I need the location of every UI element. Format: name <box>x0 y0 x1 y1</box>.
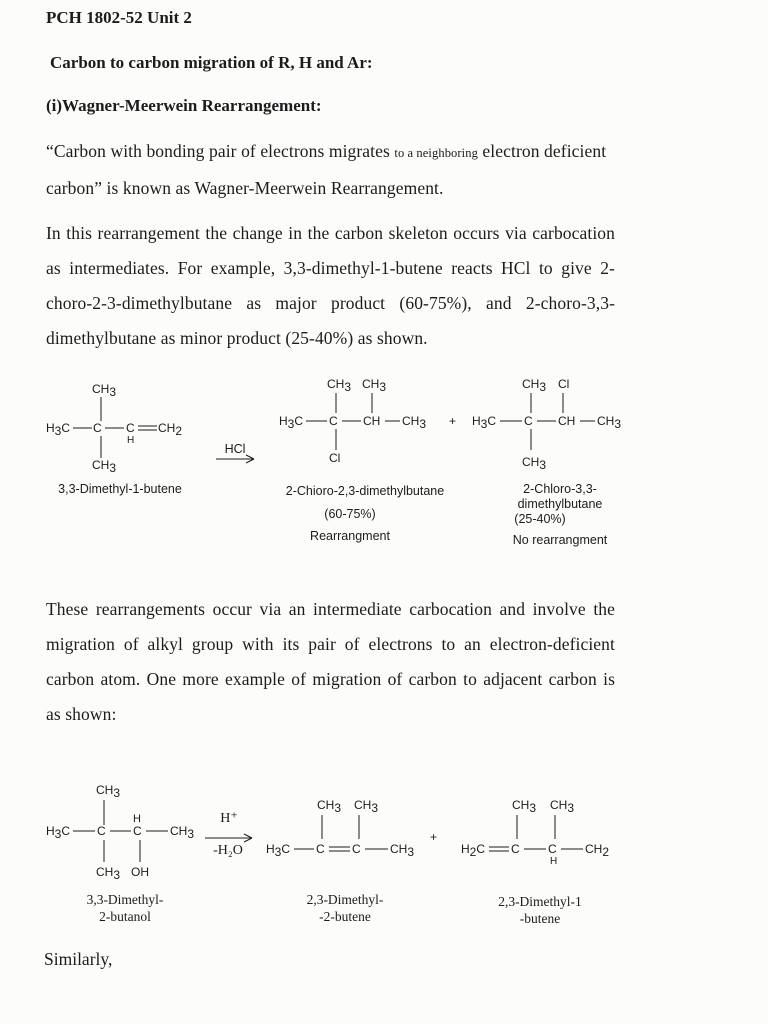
product-1-name: 2-Chioro-2,3-dimethylbutane <box>285 484 445 498</box>
svg-text:CH2: CH2 <box>585 842 610 859</box>
paragraph-line: In this rearrangement the change in the carbon skeleton occurs via carbocation <box>46 223 615 243</box>
product-1-note: Rearrangment <box>310 529 390 543</box>
reactant-2-name-line-1: 3,3-Dimethyl- <box>86 892 164 907</box>
svg-text:H3C: H3C <box>279 414 304 431</box>
svg-text:OH: OH <box>131 865 149 879</box>
svg-text:Cl: Cl <box>329 451 341 465</box>
svg-text:CH3: CH3 <box>402 414 427 431</box>
svg-text:CH3: CH3 <box>512 798 537 815</box>
svg-text:CH3: CH3 <box>354 798 379 815</box>
reactant-name: 3,3-Dimethyl-1-butene <box>58 482 182 496</box>
svg-text:C: C <box>352 842 361 856</box>
svg-text:CH3: CH3 <box>327 377 352 394</box>
svg-text:CH3: CH3 <box>550 798 575 815</box>
svg-text:H: H <box>550 856 558 867</box>
svg-text:H3C: H3C <box>46 824 71 841</box>
svg-text:Cl: Cl <box>558 377 570 391</box>
svg-text:C: C <box>524 414 533 428</box>
section-title: Carbon to carbon migration of R, H and Ar: <box>50 53 373 72</box>
svg-text:H3C: H3C <box>472 414 497 431</box>
scheme-2-reagent-bottom: -H₂O <box>213 843 243 858</box>
svg-text:CH3: CH3 <box>362 377 387 394</box>
closing-text: Similarly, <box>44 949 113 969</box>
definition-lead: “Carbon with bonding pair of electrons migrates <box>46 141 390 161</box>
svg-text:CH3: CH3 <box>92 458 117 475</box>
paragraph-line: as intermediates. For example, 3,3-dimethyl-1-butene reacts HCl to give 2- <box>46 258 615 278</box>
product-2-name-line-2: dimethylbutane <box>517 497 603 511</box>
product-1-yield: (60-75%) <box>324 507 376 521</box>
svg-text:C: C <box>97 824 106 838</box>
definition-line-2: carbon” is known as Wagner-Meerwein Rearrangement. <box>46 178 444 198</box>
svg-text:C: C <box>93 421 102 435</box>
svg-text:CH3: CH3 <box>522 377 547 394</box>
svg-text:CH2: CH2 <box>158 421 183 438</box>
definition-rest: electron deficient <box>482 141 607 161</box>
paragraph-line: dimethylbutane as minor product (25-40%) as shown. <box>46 328 428 348</box>
paragraph-line: as shown: <box>46 704 117 724</box>
product-2b-structure <box>461 798 609 867</box>
course-code: PCH 1802-52 Unit 2 <box>46 8 192 27</box>
svg-text:CH3: CH3 <box>317 798 342 815</box>
reactant-2-structure <box>46 783 194 882</box>
svg-text:CH3: CH3 <box>522 455 547 472</box>
product-2-note: No rearrangment <box>512 533 608 547</box>
svg-text:CH3: CH3 <box>170 824 195 841</box>
svg-text:CH3: CH3 <box>96 865 121 882</box>
svg-text:CH3: CH3 <box>390 842 415 859</box>
product-2a-name-line-1: 2,3-Dimethyl- <box>306 892 384 907</box>
svg-text:CH3: CH3 <box>597 414 622 431</box>
svg-text:C: C <box>316 842 325 856</box>
product-2b-name-line-1: 2,3-Dimethyl-1 <box>498 894 582 909</box>
product-2-yield: (25-40%) <box>514 512 566 526</box>
svg-text:C: C <box>126 421 135 435</box>
svg-text:C: C <box>511 842 520 856</box>
paragraph-line: choro-2-3-dimethylbutane as major product (60-75%), and 2-choro-3,3- <box>46 293 615 313</box>
svg-text:CH: CH <box>558 414 576 428</box>
svg-text:CH3: CH3 <box>92 382 117 399</box>
svg-text:H: H <box>133 813 141 825</box>
svg-text:H3C: H3C <box>46 421 71 438</box>
paragraph-line: These rearrangements occur via an intermediate carbocation and involve the <box>46 599 615 619</box>
svg-text:H3C: H3C <box>266 842 291 859</box>
definition-small-text: to a neighboring <box>394 146 478 160</box>
svg-text:C: C <box>133 824 142 838</box>
svg-text:C: C <box>329 414 338 428</box>
plus-sign: + <box>430 830 438 844</box>
svg-text:H2C: H2C <box>461 842 486 859</box>
svg-text:C: C <box>548 842 557 856</box>
product-2b-name-line-2: -butene <box>519 911 561 926</box>
svg-text:H: H <box>127 435 135 446</box>
svg-text:CH3: CH3 <box>96 783 121 800</box>
svg-text:CH: CH <box>363 414 381 428</box>
reactant-2-name-line-2: 2-butanol <box>99 909 151 924</box>
scheme-2-reagent-top: H⁺ <box>220 811 238 826</box>
product-2-name-line-1: 2-Chloro-3,3- <box>523 482 597 496</box>
paragraph-line: migration of alkyl group with its pair of electrons to an electron-deficient <box>46 634 615 654</box>
paragraph-line: carbon atom. One more example of migration of carbon to adjacent carbon is <box>46 669 615 689</box>
product-2a-name-line-2: -2-butene <box>319 909 371 924</box>
product-2a-structure <box>266 798 414 859</box>
scheme-1-reagent: HCl <box>224 442 246 456</box>
subsection-title: (i)Wagner-Meerwein Rearrangement: <box>46 96 322 115</box>
plus-sign: + <box>449 414 457 428</box>
